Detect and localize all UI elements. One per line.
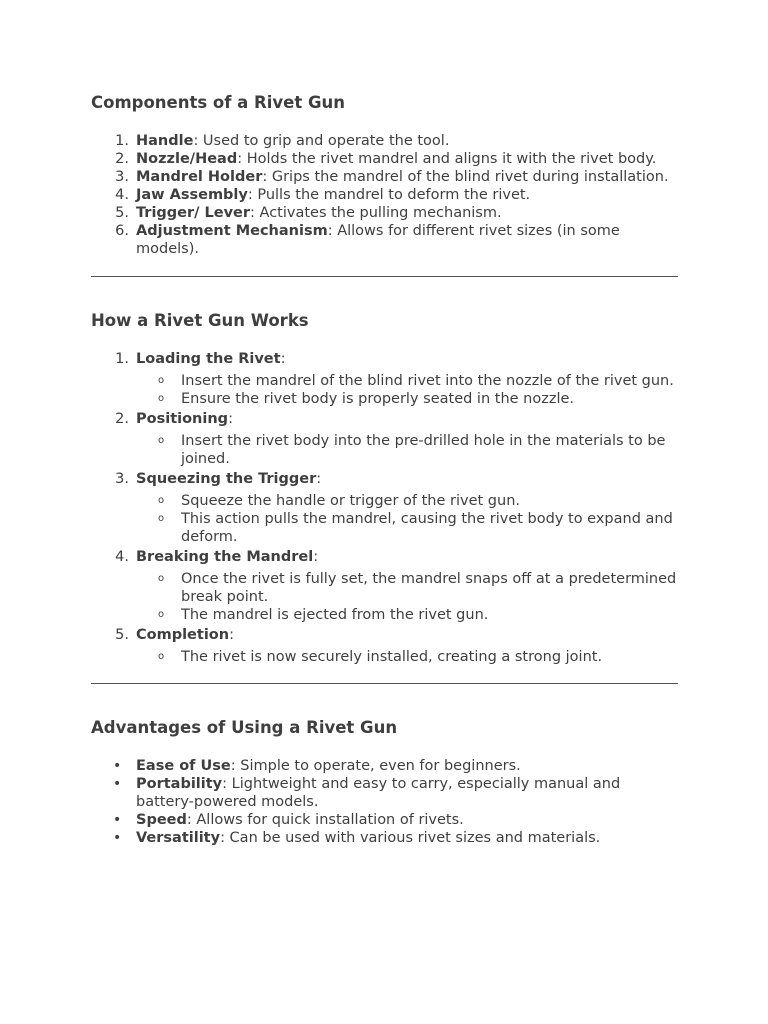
item-term: Nozzle/Head (136, 151, 238, 167)
item-text: : Grips the mandrel of the blind rivet during installation. (262, 169, 669, 185)
list-item: • Ease of Use: Simple to operate, even for beginners. (113, 758, 521, 774)
item-term: Portability (136, 776, 223, 792)
list-item: • Portability: Lightweight and easy to carry, especially manual and battery-powered models. (113, 776, 621, 810)
step-item: 3. Squeezing the Trigger: o Squeeze the handle or trigger of the rivet gun. o This action pulls the mandrel, causing the rivet body to expand and deform. (91, 470, 678, 546)
circle-bullet-icon: o (158, 609, 165, 620)
sub-item: o Ensure the rivet body is properly seated in the nozzle. (158, 391, 575, 407)
step-term: Loading the Rivet (136, 351, 281, 367)
step-item: 1. Loading the Rivet: o Insert the mandrel of the blind rivet into the nozzle of the rivet gun. o Ensure the rivet body is properly seated in the nozzle. (91, 350, 678, 408)
item-term: Adjustment Mechanism (136, 223, 328, 239)
section-heading-advantages: Advantages of Using a Rivet Gun (91, 718, 398, 737)
step-term: Positioning (136, 411, 229, 427)
bullet-icon: • (113, 758, 122, 774)
circle-bullet-icon: o (158, 651, 165, 662)
sub-item: o This action pulls the mandrel, causing the rivet body to expand and deform. (158, 511, 673, 545)
section-heading-components: Components of a Rivet Gun (91, 93, 346, 112)
list-item: 2. Nozzle/Head: Holds the rivet mandrel and aligns it with the rivet body. (115, 151, 657, 167)
list-item: 6. Adjustment Mechanism: Allows for different rivet sizes (in some models). (115, 223, 620, 257)
circle-bullet-icon: o (158, 573, 165, 584)
item-text: : Holds the rivet mandrel and aligns it with the rivet body. (237, 151, 657, 167)
circle-bullet-icon: o (158, 513, 165, 524)
step-item: 2. Positioning: o Insert the rivet body into the pre-drilled hole in the materials to be joined. (91, 410, 678, 468)
sub-item: o Squeeze the handle or trigger of the rivet gun. (158, 493, 521, 509)
bullet-icon: • (113, 776, 122, 792)
sub-item: o Insert the rivet body into the pre-drilled hole in the materials to be joined. (158, 433, 666, 467)
item-text: : Activates the pulling mechanism. (250, 205, 502, 221)
list-item: • Speed: Allows for quick installation of rivets. (113, 812, 464, 828)
circle-bullet-icon: o (158, 495, 165, 506)
sub-item: o Insert the mandrel of the blind rivet into the nozzle of the rivet gun. (158, 373, 674, 389)
sub-item: o The rivet is now securely installed, creating a strong joint. (158, 649, 603, 665)
document-content (91, 92, 678, 847)
item-text: : Used to grip and operate the tool. (193, 133, 450, 149)
circle-bullet-icon: o (158, 393, 165, 404)
list-item: 4. Jaw Assembly: Pulls the mandrel to deform the rivet. (115, 187, 531, 203)
item-text: : Allows for different rivet sizes (in some models). (136, 223, 620, 257)
steps-list (91, 350, 678, 666)
item-term: Mandrel Holder (136, 169, 263, 185)
circle-bullet-icon: o (158, 375, 165, 386)
bullet-icon: • (113, 812, 122, 828)
sub-list (136, 492, 678, 546)
sub-list (136, 570, 678, 624)
list-item: 3. Mandrel Holder: Grips the mandrel of the blind rivet during installation. (115, 169, 669, 185)
sub-item: o Once the rivet is fully set, the mandrel snaps off at a predetermined break point. (158, 571, 677, 605)
step-item: 5. Completion: o The rivet is now securely installed, creating a strong joint. (91, 626, 678, 666)
item-term: Trigger/ Lever (136, 205, 251, 221)
step-term: Breaking the Mandrel (136, 549, 314, 565)
section-divider (91, 276, 678, 277)
item-term: Speed (136, 812, 187, 828)
step-item: 4. Breaking the Mandrel: o Once the rivet is fully set, the mandrel snaps off at a predetermined break point. o The mandrel is ejected from the rivet gun. (115, 549, 677, 623)
list-item: • Versatility: Can be used with various rivet sizes and materials. (113, 830, 601, 846)
components-list (91, 132, 678, 258)
sub-list (136, 432, 678, 468)
circle-bullet-icon: o (158, 435, 165, 446)
section-divider (91, 683, 678, 684)
item-term: Versatility (136, 830, 221, 846)
sub-list (136, 372, 678, 408)
item-text: : Pulls the mandrel to deform the rivet. (247, 187, 531, 203)
section-heading-how-it-works: How a Rivet Gun Works (91, 311, 309, 330)
bullet-icon: • (113, 830, 122, 846)
advantages-list (91, 757, 678, 847)
list-item: 1. Handle: Used to grip and operate the tool. (115, 133, 450, 149)
step-term: Squeezing the Trigger (136, 471, 317, 487)
item-term: Handle (136, 133, 194, 149)
step-term: Completion (136, 627, 230, 643)
item-term: Jaw Assembly (136, 187, 248, 203)
sub-item: o The mandrel is ejected from the rivet gun. (158, 607, 489, 623)
item-term: Ease of Use (136, 758, 231, 774)
list-item: 5. Trigger/ Lever: Activates the pulling mechanism. (115, 205, 502, 221)
sub-list (136, 648, 678, 666)
